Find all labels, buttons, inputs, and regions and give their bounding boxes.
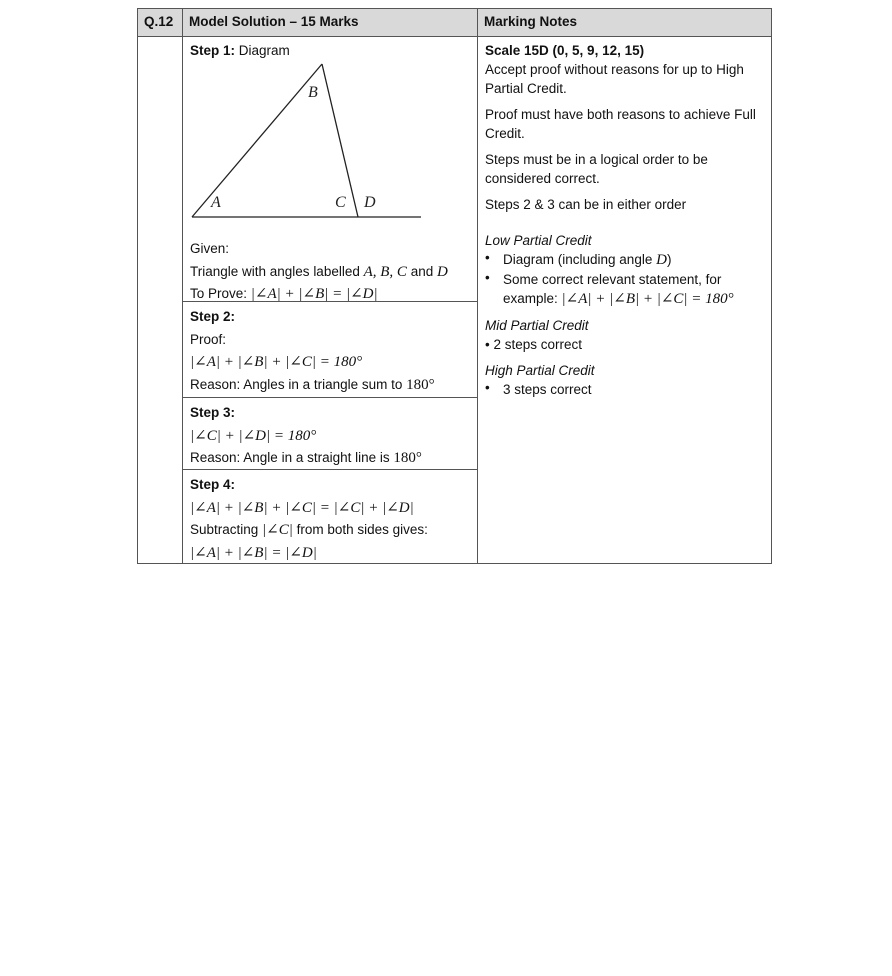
high-partial-credit-title: High Partial Credit [485,363,595,378]
vertex-label-c: C [335,194,346,211]
step1-heading: Step 1: Diagram [190,43,290,58]
step2-cell [183,302,478,398]
low-credit-bullet-diagram: • Diagram (including angle D) [485,250,672,268]
low-partial-credit-title: Low Partial Credit [485,233,592,248]
high-credit-bullet: • 3 steps correct [485,380,592,397]
step3-reason: Reason: Angle in a straight line is 180° [190,450,422,466]
to-prove-text: To Prove: |∠A| + |∠B| = |∠D| [190,286,378,302]
scale-text: Scale 15D (0, 5, 9, 12, 15) [485,43,645,58]
angle-label-d: D [364,194,376,211]
marking-notes-header: Marking Notes [478,9,772,37]
step3-equation: |∠C| + |∠D| = 180° [190,427,317,444]
step4-subtract-text: Subtracting |∠C| from both sides gives: [190,522,428,538]
note-either-order: Steps 2 & 3 can be in either order [485,197,687,212]
step2-equation: |∠A| + |∠B| + |∠C| = 180° [190,354,363,370]
triangle-diagram [190,62,470,238]
step4-result: |∠A| + |∠B| = |∠D| [190,544,317,561]
table-header-row [138,9,772,37]
step4-equation: |∠A| + |∠B| + |∠C| = |∠C| + |∠D| [190,499,414,516]
step1-cell [183,37,478,302]
proof-label: Proof: [190,331,227,347]
model-solution-header: Model Solution – 15 Marks [183,9,478,37]
mid-partial-credit-title: Mid Partial Credit [485,318,589,333]
given-label: Given: [190,241,230,256]
step3-cell [183,398,478,470]
mid-credit-bullet: • 2 steps correct [485,337,583,352]
marking-notes-cell [478,37,772,564]
marking-scheme-table [137,8,772,564]
step2-heading: Step 2: [190,309,236,324]
step4-heading: Step 4: [190,477,236,492]
step1-row [138,37,772,302]
question-number-cell [138,37,183,564]
low-credit-bullet-statement: • Some correct relevant statement, for example: |∠A| + |∠B| + |∠C| = 180° [485,270,734,307]
step4-cell [183,470,478,564]
note-logical-order: Steps must be in a logical order to be considered correct. [485,152,708,186]
step3-heading: Step 3: [190,405,236,420]
question-number-header: Q.12 [138,9,183,37]
vertex-label-a: A [211,194,221,211]
vertex-label-b: B [308,84,318,101]
note-accept-proof: Accept proof without reasons for up to High Partial Credit. [485,62,744,96]
given-text: Triangle with angles labelled A, B, C and D [190,263,448,280]
step2-reason: Reason: Angles in a triangle sum to 180° [190,376,435,393]
note-both-reasons: Proof must have both reasons to achieve Full Credit. [485,107,756,141]
